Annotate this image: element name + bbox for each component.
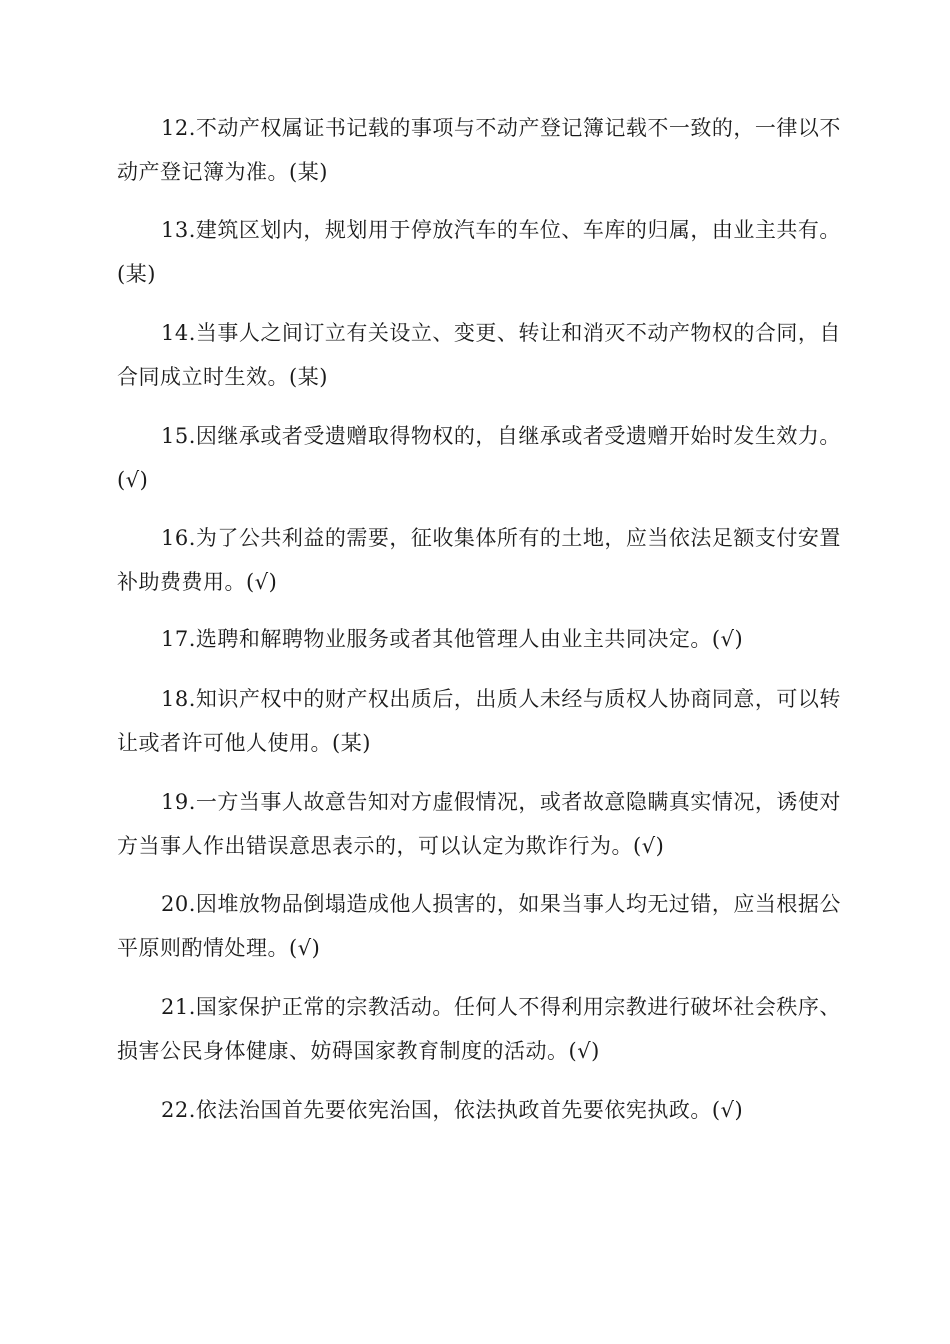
question-13: 13.建筑区划内，规划用于停放汽车的车位、车库的归属，由业主共有。(某) [117,218,841,286]
question-22: 22.依法治国首先要依宪治国，依法执政首先要依宪执政。(√) [161,1098,744,1122]
question-21: 21.国家保护正常的宗教活动。任何人不得利用宗教进行破坏社会秩序、损害公民身体健康、妨碍国家教育制度的活动。(√) [117,995,841,1063]
question-15: 15.因继承或者受遗赠取得物权的，自继承或者受遗赠开始时发生效力。(√) [117,424,841,492]
question-20: 20.因堆放物品倒塌造成他人损害的，如果当事人均无过错，应当根据公平原则酌情处理。(√) [117,892,841,960]
question-17: 17.选聘和解聘物业服务或者其他管理人由业主共同决定。(√) [161,627,744,651]
question-19: 19.一方当事人故意告知对方虚假情况，或者故意隐瞒真实情况，诱使对方当事人作出错误意思表示的，可以认定为欺诈行为。(√) [117,790,841,858]
question-12: 12.不动产权属证书记载的事项与不动产登记簿记载不一致的，一律以不动产登记簿为准。(某) [117,116,841,184]
question-16: 16.为了公共利益的需要，征收集体所有的土地，应当依法足额支付安置补助费费用。(√) [117,526,841,594]
question-18: 18.知识产权中的财产权出质后，出质人未经与质权人协商同意，可以转让或者许可他人使用。(某) [117,687,841,755]
question-14: 14.当事人之间订立有关设立、变更、转让和消灭不动产物权的合同，自合同成立时生效。(某) [117,321,841,389]
